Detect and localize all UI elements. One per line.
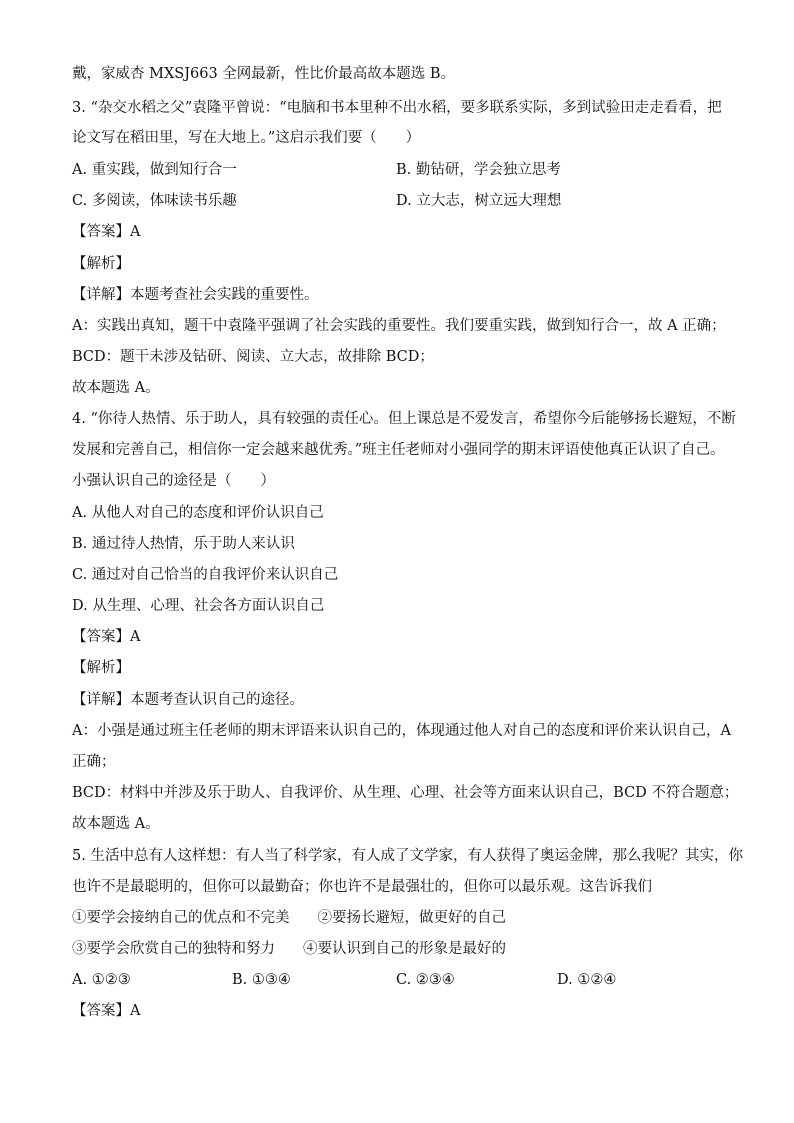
q4-detail-tag: 【详解】: [72, 692, 130, 708]
q3-option-d: D. 立大志，树立远大理想: [396, 193, 562, 209]
q3-option-c: C. 多阅读，体味读书乐趣: [72, 193, 237, 209]
q4-conclusion: 故本题选 A。: [72, 816, 160, 832]
q5-item-1: ①要学会接纳自己的优点和不完美: [72, 910, 290, 926]
q4-option-a: A. 从他人对自己的态度和评价认识自己: [72, 505, 324, 521]
q4-stem-line-3: 小强认识自己的途径是（ ）: [72, 473, 275, 489]
q3-analysis-tag: 【解析】: [72, 256, 130, 272]
q3-option-b: B. 勤钻研，学会独立思考: [396, 162, 561, 178]
q2-tail-line: 戴，家威杏 MXSJ663 全网最新，性比价最高故本题选 B。: [72, 66, 456, 82]
q4-detail-line: [72, 690, 304, 710]
q3-detail: 本题考查社会实践的重要性。: [130, 287, 319, 303]
q5-option-b: B. ①③④: [232, 972, 291, 988]
q5-item-4: ④要认识到自己的形象是最好的: [303, 941, 506, 957]
q5-items-row-1: [72, 908, 506, 928]
q3-option-a: A. 重实践，做到知行合一: [72, 162, 237, 178]
q4-answer-tag: 【答案】: [72, 629, 130, 645]
q4-detail: 本题考查认识自己的途径。: [130, 692, 304, 708]
q5-answer-tag: 【答案】: [72, 1003, 130, 1019]
q4-explanation-bcd: BCD：材料中并涉及乐于助人、自我评价、从生理、心理、社会等方面来认识自己，BCD 不符合题意；: [72, 785, 739, 801]
q3-options-row-2: [72, 191, 722, 211]
q3-detail-tag: 【详解】: [72, 287, 130, 303]
q4-option-b: B. 通过待人热情，乐于助人来认识: [72, 536, 295, 552]
q3-answer: A: [130, 224, 141, 240]
q5-item-2: ②要扬长避短，做更好的自己: [317, 910, 506, 926]
q4-option-c: C. 通过对自己恰当的自我评价来认识自己: [72, 567, 339, 583]
q5-option-d: D. ①②④: [557, 972, 617, 988]
q5-option-a: A. ①②③: [72, 972, 131, 988]
q3-stem-line-1: 3. “杂交水稻之父”袁隆平曾说：“电脑和书本里种不出水稻，要多联系实际，多到试验田走走看看，把: [72, 100, 722, 116]
q4-answer-line: [72, 627, 140, 647]
q5-stem-line-1: 5. 生活中总有人这样想：有人当了科学家，有人成了文学家，有人获得了奥运金牌，那么我呢？其实，你: [72, 848, 743, 864]
q3-answer-tag: 【答案】: [72, 224, 130, 240]
q4-explanation-a-line-2: 正确；: [72, 754, 116, 770]
q3-explanation-bcd: BCD：题干未涉及钻研、阅读、立大志，故排除 BCD；: [72, 349, 434, 365]
q3-stem-line-2: 论文写在稻田里，写在大地上。”这启示我们要（ ）: [72, 130, 421, 146]
q3-answer-line: [72, 222, 140, 242]
q3-detail-line: [72, 285, 319, 305]
q5-answer-line: [72, 1001, 140, 1021]
q4-explanation-a-line-1: A：小强是通过班主任老师的期末评语来认识自己的，体现通过他人对自己的态度和评价来认识自己，A: [72, 723, 731, 739]
q3-options-row-1: [72, 160, 722, 180]
q3-explanation-a: A：实践出真知，题干中袁隆平强调了社会实践的重要性。我们要重实践，做到知行合一，故 A 正确；: [72, 318, 726, 334]
q4-stem-line-1: 4. “你待人热情、乐于助人，具有较强的责任心。但上课总是不爱发言，希望你今后能够扬长避短，不断: [72, 411, 736, 427]
q5-items-row-2: [72, 939, 506, 959]
q5-item-3: ③要学会欣赏自己的独特和努力: [72, 941, 275, 957]
q5-option-c: C. ②③④: [396, 972, 455, 988]
q4-analysis-tag: 【解析】: [72, 660, 130, 676]
q4-stem-line-2: 发展和完善自己，相信你一定会越来越优秀。”班主任老师对小强同学的期末评语使他真正认识了自己。: [72, 442, 725, 458]
q4-answer: A: [130, 629, 141, 645]
q5-stem-line-2: 也许不是最聪明的，但你可以最勤奋；你也许不是最强壮的，但你可以最乐观。这告诉我们: [72, 879, 652, 895]
q4-option-d: D. 从生理、心理、社会各方面认识自己: [72, 598, 325, 614]
q5-answer: A: [130, 1003, 141, 1019]
q3-conclusion: 故本题选 A。: [72, 380, 160, 396]
